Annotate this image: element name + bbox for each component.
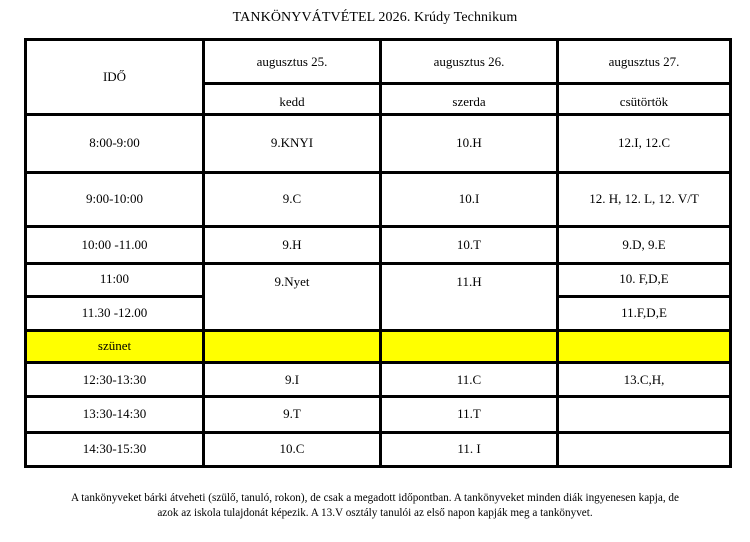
- class-cell: 10.T: [381, 227, 558, 263]
- class-cell: [558, 397, 731, 432]
- class-cell: 9.C: [204, 172, 381, 226]
- schedule-table: [24, 38, 732, 468]
- day-weekday-header: szerda: [381, 84, 558, 114]
- class-cell: 11.T: [381, 397, 558, 432]
- break-cell: [558, 330, 731, 362]
- class-cell: 12.I, 12.C: [558, 114, 731, 172]
- table-row: [26, 114, 731, 172]
- class-cell: 10.H: [381, 114, 558, 172]
- time-slot: 12:30-13:30: [26, 363, 204, 397]
- table-row: [26, 227, 731, 263]
- class-cell: 9.D, 9.E: [558, 227, 731, 263]
- time-slot: 14:30-15:30: [26, 432, 204, 466]
- break-cell: [381, 330, 558, 362]
- day-weekday-header: csütörtök: [558, 84, 731, 114]
- time-slot: 13:30-14:30: [26, 397, 204, 432]
- time-slot: 11:00: [26, 263, 204, 296]
- day-date-header: augusztus 27.: [558, 40, 731, 84]
- break-row: [26, 330, 731, 362]
- class-cell: 10.I: [381, 172, 558, 226]
- class-cell: 11.F,D,E: [558, 296, 731, 330]
- table-row: [26, 397, 731, 432]
- class-cell: 10. F,D,E: [558, 263, 731, 296]
- class-cell: 9.KNYI: [204, 114, 381, 172]
- break-cell: [204, 330, 381, 362]
- class-cell: 10.C: [204, 432, 381, 466]
- time-slot: 10:00 -11.00: [26, 227, 204, 263]
- day-date-header: augusztus 25.: [204, 40, 381, 84]
- table-row: [26, 172, 731, 226]
- class-cell: 11.C: [381, 363, 558, 397]
- notice-line: A tankönyveket bárki átveheti (szülő, tanuló, rokon), de csak a megadott időpontban. A tankönyveket minden diák ingyenesen kapja, de: [70, 492, 679, 504]
- class-cell: [558, 432, 731, 466]
- class-cell: 12. H, 12. L, 12. V/T: [558, 172, 731, 226]
- class-cell: 9.I: [204, 363, 381, 397]
- class-cell: 9.Nyet: [204, 263, 381, 330]
- time-slot: 8:00-9:00: [26, 114, 204, 172]
- break-label: szünet: [26, 330, 204, 362]
- day-date-header: augusztus 26.: [381, 40, 558, 84]
- table-row: [26, 363, 731, 397]
- class-cell: 13.C,H,: [558, 363, 731, 397]
- table-row: [26, 263, 731, 296]
- time-slot: 11.30 -12.00: [26, 296, 204, 330]
- notice-line: azok az iskola tulajdonát képezik. A 13.V osztály tanulói az első napon kapják meg a tankönyvet.: [157, 507, 593, 519]
- notice-text: [0, 491, 750, 521]
- class-cell: 11. I: [381, 432, 558, 466]
- time-column-header: IDŐ: [26, 40, 204, 115]
- day-weekday-header: kedd: [204, 84, 381, 114]
- table-row: [26, 432, 731, 466]
- class-cell: 11.H: [381, 263, 558, 330]
- page-title: TANKÖNYVÁTVÉTEL 2026. Krúdy Technikum: [232, 10, 518, 25]
- time-slot: 9:00-10:00: [26, 172, 204, 226]
- header-row-dates: [26, 40, 731, 84]
- class-cell: 9.H: [204, 227, 381, 263]
- class-cell: 9.T: [204, 397, 381, 432]
